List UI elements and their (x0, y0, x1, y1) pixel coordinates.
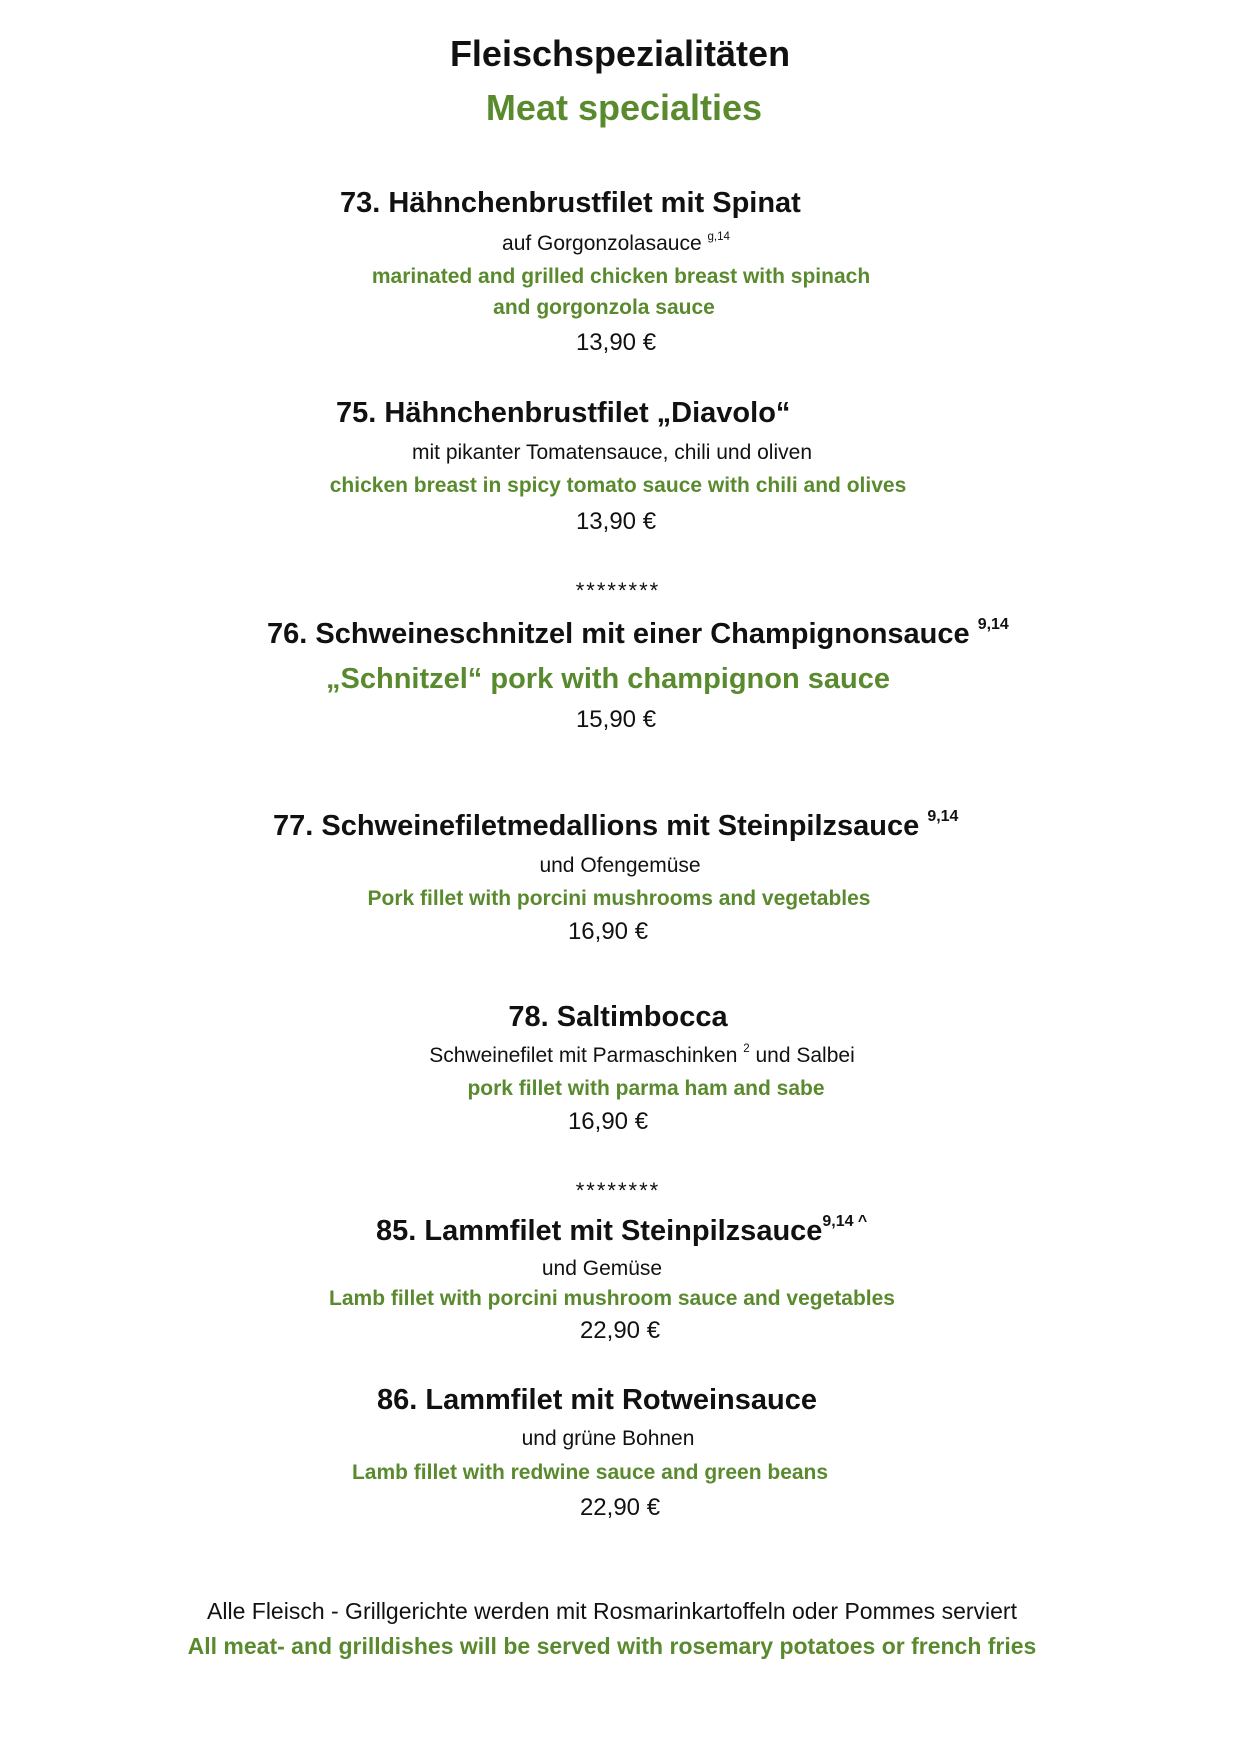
allergen-codes: 2 (743, 1042, 750, 1055)
item-price: 16,90 € (567, 1108, 649, 1135)
allergen-codes: 9,14 ^ (822, 1212, 868, 1230)
item-english: Lamb fillet with redwine sauce and green beans (351, 1461, 829, 1484)
item-title (267, 615, 1009, 650)
item-english: pork fillet with parma ham and sabe (467, 1077, 825, 1100)
item-description (502, 230, 730, 255)
item-price: 13,90 € (575, 329, 657, 356)
item-english: chicken breast in spicy tomato sauce with chili and olives (329, 474, 907, 497)
item-price: 16,90 € (567, 918, 649, 945)
item-price: 15,90 € (575, 706, 657, 733)
item-description-text: Schweinefilet mit Parmaschinken (429, 1044, 738, 1067)
item-english-line2: and gorgonzola sauce (493, 296, 715, 319)
footer-note-de: Alle Fleisch - Grillgerichte werden mit Rosmarinkartoffeln oder Pommes serviert (207, 1598, 1017, 1624)
item-description: und grüne Bohnen (521, 1427, 695, 1450)
item-description: und Ofengemüse (539, 854, 701, 877)
item-description (429, 1042, 855, 1067)
item-title: 86. Lammfilet mit Rotweinsauce (377, 1384, 817, 1416)
item-price: 13,90 € (575, 508, 657, 535)
item-description: mit pikanter Tomatensauce, chili und oliven (412, 441, 812, 464)
item-title-text: 77. Schweinefiletmedallions mit Steinpilzsauce (273, 810, 920, 842)
item-title (376, 1212, 868, 1247)
footer-note-en: All meat- and grilldishes will be served with rosemary potatoes or french fries (187, 1633, 1037, 1659)
page-title: Fleischspezialitäten (449, 33, 791, 74)
allergen-codes: g,14 (707, 230, 730, 243)
item-title: 75. Hähnchenbrustfilet „Diavolo“ (336, 397, 791, 429)
item-english: Lamb fillet with porcini mushroom sauce and vegetables (329, 1287, 895, 1310)
item-price: 22,90 € (579, 1317, 661, 1344)
item-description-text-2: und Salbei (755, 1044, 855, 1067)
allergen-codes: 9,14 (977, 615, 1009, 633)
item-price: 22,90 € (579, 1494, 661, 1521)
item-english: Pork fillet with porcini mushrooms and vegetables (367, 887, 871, 910)
item-description: und Gemüse (541, 1257, 663, 1280)
separator: ******** (575, 1178, 661, 1203)
item-title: 78. Saltimbocca (508, 1001, 728, 1033)
page-subtitle: Meat specialties (485, 87, 763, 128)
item-english-line1: marinated and grilled chicken breast with spinach (371, 265, 871, 288)
item-description-text: auf Gorgonzolasauce (502, 232, 702, 255)
item-english: „Schnitzel“ pork with champignon sauce (326, 663, 890, 695)
item-title: 73. Hähnchenbrustfilet mit Spinat (340, 187, 801, 219)
item-title-text: 76. Schweineschnitzel mit einer Champignonsauce (267, 618, 970, 650)
item-title (273, 807, 959, 842)
separator: ******** (575, 578, 661, 603)
allergen-codes: 9,14 (927, 807, 959, 825)
item-title-text: 85. Lammfilet mit Steinpilzsauce (376, 1215, 823, 1247)
